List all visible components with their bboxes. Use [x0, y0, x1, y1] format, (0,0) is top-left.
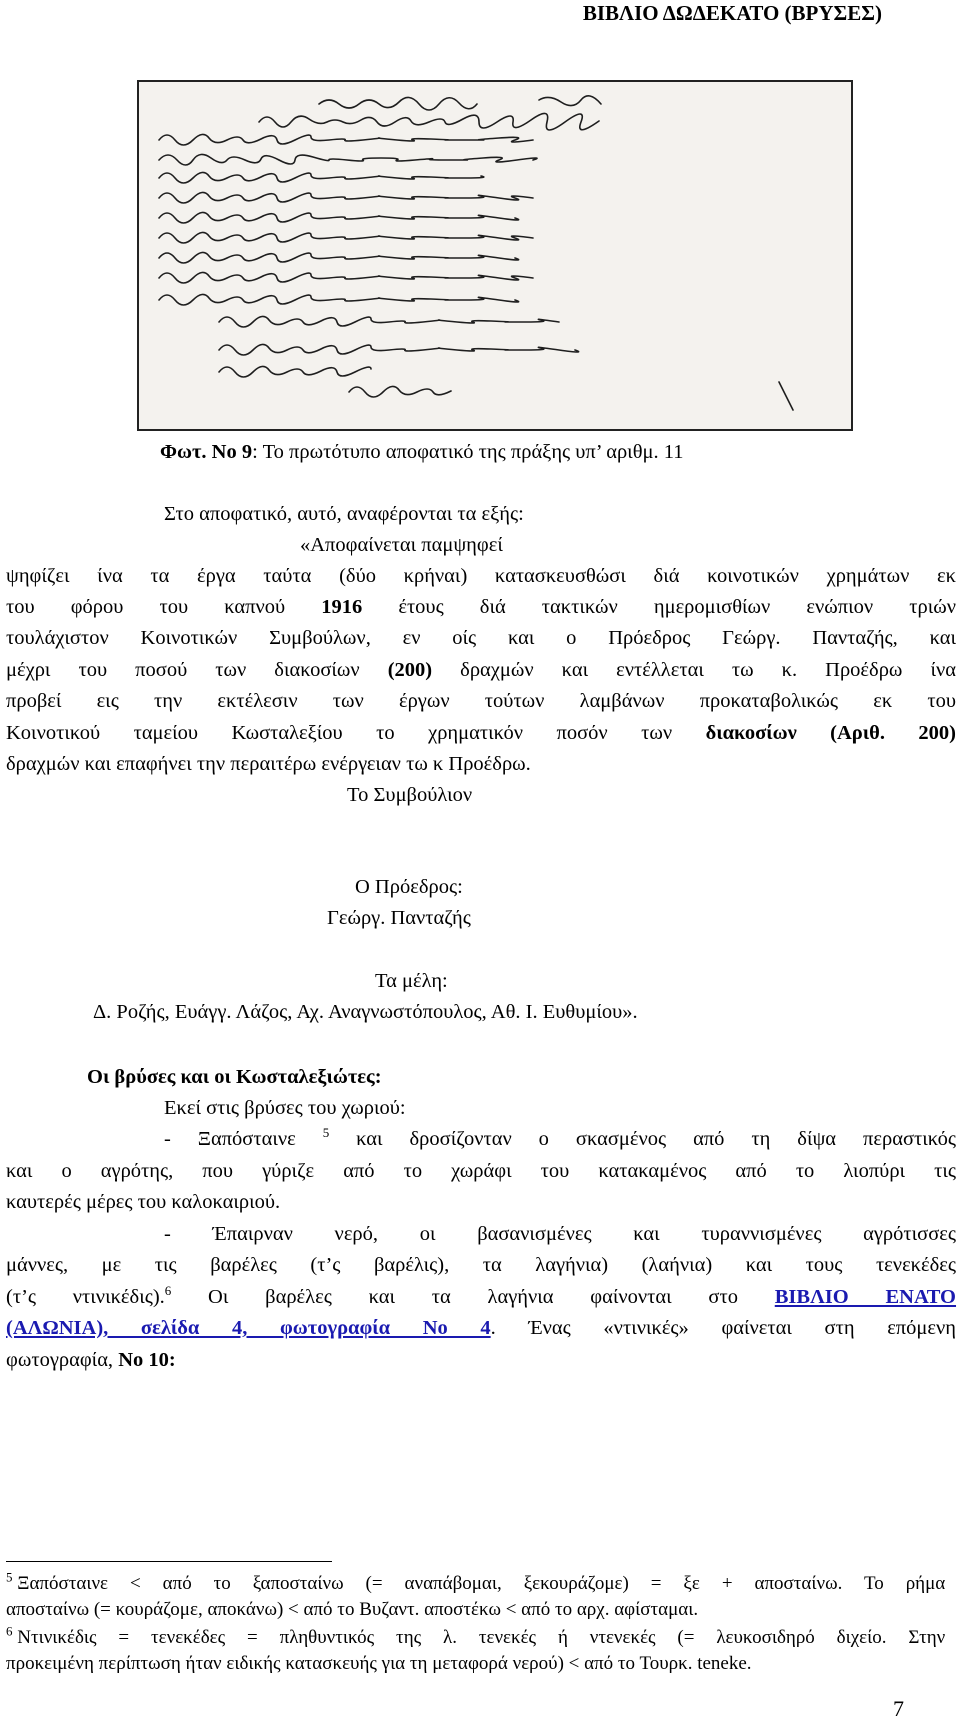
- president-label: Ο Πρόεδρος:: [355, 876, 463, 898]
- section-title: Οι βρύσες και οι Κωσταλεξιώτες:: [87, 1066, 382, 1088]
- section-line-5: - Έπαιρναν νερό, οι βασανισμένες και τυραννισμένες αγρότισσες: [164, 1223, 956, 1245]
- footnote-text: Ντινικέδις = τενεκέδες = πληθυντικός της λ. τενεκές ή ντενεκές (= λευκοσιδηρό διχείο. Στην: [17, 1627, 946, 1648]
- book-link[interactable]: ΒΙΒΛΙΟ ΕΝΑΤΟ: [774, 1286, 957, 1308]
- decision-text: δραχμών και εντέλλεται τω κ. Προέδρω ίνα: [432, 659, 956, 681]
- decision-line-7: δραχμών και επαφήνει την περαιτέρω ενέργειαν τω κ Προέδρω.: [6, 753, 531, 775]
- section-line-6: μάννες, με τις βαρέλες (τ’ς βαρέλις), τα λαγήνια) (λαήνια) και τους τενεκέδες: [6, 1254, 956, 1276]
- section-text: και δροσίζονταν ο σκασμένος από τη δίψα περαστικός: [329, 1128, 956, 1150]
- decision-text: έτους διά τακτικών ημερομισθίων ενώπιον τριών: [362, 596, 956, 618]
- caption-label: Φωτ. Νο 9: [160, 441, 253, 463]
- intro-line: Στο αποφατικό, αυτό, αναφέρονται τα εξής:: [164, 503, 524, 525]
- handwritten-document-photo: [137, 80, 853, 431]
- footnote-number: 6: [6, 1623, 13, 1639]
- decision-line-5: προβεί εις την εκτέλεσιν των έργων τούτων λαμβάνων προκαταβολικώς εκ του: [6, 690, 956, 712]
- section-text: - Ξαπόσταινε: [164, 1128, 323, 1150]
- photo-ref: Νο 10:: [118, 1349, 176, 1371]
- footnote-text: Ξαπόσταινε < από το ξαποσταίνω (= αναπάβομαι, ξεκουράζομε) = ξε + αποσταίνω. Το ρήμα: [17, 1573, 946, 1594]
- president-name: Γεώργ. Πανταζής: [327, 907, 471, 929]
- decision-line-2: [6, 592, 956, 623]
- footnote-ref-6[interactable]: 6: [164, 1283, 172, 1299]
- amount-words: διακοσίων (Αριθ. 200): [705, 722, 956, 744]
- footnote-6-line-1: [6, 1625, 956, 1651]
- section-line-7: [6, 1282, 956, 1313]
- decision-line-1: ψηφίζει ίνα τα έργα ταύτα (δύο κρήναι) κατασκευσθώσι διά κοινοτικών χρημάτων εκ: [6, 565, 956, 587]
- amount-200: (200): [387, 659, 433, 681]
- footnote-5-line-2: αποσταίνω (= κουράζομε, αποκάνω) < από το Βυζαντ. αποστέκω < από το αρχ. αφίσταμαι.: [6, 1599, 699, 1620]
- section-text: . Ένας «ντινικές» φαίνεται στη επόμενη: [490, 1317, 956, 1339]
- year-1916: 1916: [321, 596, 363, 618]
- section-text: φωτογραφία,: [6, 1349, 119, 1371]
- section-line-1: Εκεί στις βρύσες του χωριού:: [164, 1097, 406, 1119]
- page-header: ΒΙΒΛΙΟ ΔΩΔΕΚΑΤΟ (ΒΡΥΣΕΣ): [582, 1, 882, 25]
- footnote-divider: [6, 1561, 332, 1562]
- footnote-5-line-1: [6, 1571, 956, 1597]
- handwriting-image: [139, 82, 851, 429]
- council-signature: Το Συμβούλιον: [347, 784, 473, 806]
- decision-line-4: [6, 655, 956, 686]
- section-text: (τ’ς ντινικέδις).: [6, 1286, 165, 1308]
- section-line-3: και ο αγρότης, που γύριζε από το χωράφι του κατακαμένος από το λιοπύρι τις: [6, 1160, 956, 1182]
- page-number: 7: [893, 1696, 904, 1721]
- photo-caption: [160, 439, 684, 465]
- book-link-continued[interactable]: (ΑΛΩΝΙΑ), σελίδα 4, φωτογραφία Νο 4: [6, 1317, 491, 1339]
- section-line-9: [6, 1345, 956, 1376]
- quote-open: «Αποφαίνεται παμψηφεί: [300, 534, 503, 556]
- section-text: Οι βαρέλες και τα λαγήνια φαίνονται στο: [171, 1286, 775, 1308]
- decision-text: του φόρου του καπνού: [6, 596, 322, 618]
- footnote-6-line-2: προκειμένη περίπτωση ήταν ειδικής κατασκευής για τη μεταφορά νερού) < από το Τουρκ. teneke.: [6, 1653, 752, 1674]
- decision-text: Κοινοτικού ταμείου Κωσταλεξίου το χρηματικόν ποσόν των: [6, 722, 706, 744]
- section-line-8: [6, 1313, 956, 1344]
- decision-line-6: [6, 718, 956, 749]
- footnote-number: 5: [6, 1569, 13, 1585]
- members-label: Τα μέλη:: [375, 970, 448, 992]
- decision-text: μέχρι του ποσού των διακοσίων: [6, 659, 388, 681]
- footnote-ref-5[interactable]: 5: [322, 1125, 330, 1141]
- caption-text: : Το πρωτότυπο αποφατικό της πράξης υπ’ αριθμ. 11: [252, 441, 684, 463]
- section-line-4: καυτερές μέρες του καλοκαιριού.: [6, 1191, 281, 1213]
- decision-line-3: τουλάχιστον Κοινοτικών Συμβούλων, εν οίς και ο Πρόεδρος Γεώργ. Πανταζής, και: [6, 627, 956, 649]
- section-line-2: [164, 1124, 956, 1155]
- members-names: Δ. Ροζής, Ευάγγ. Λάζος, Αχ. Αναγνωστόπουλος, Αθ. Ι. Ευθυμίου».: [93, 1001, 638, 1023]
